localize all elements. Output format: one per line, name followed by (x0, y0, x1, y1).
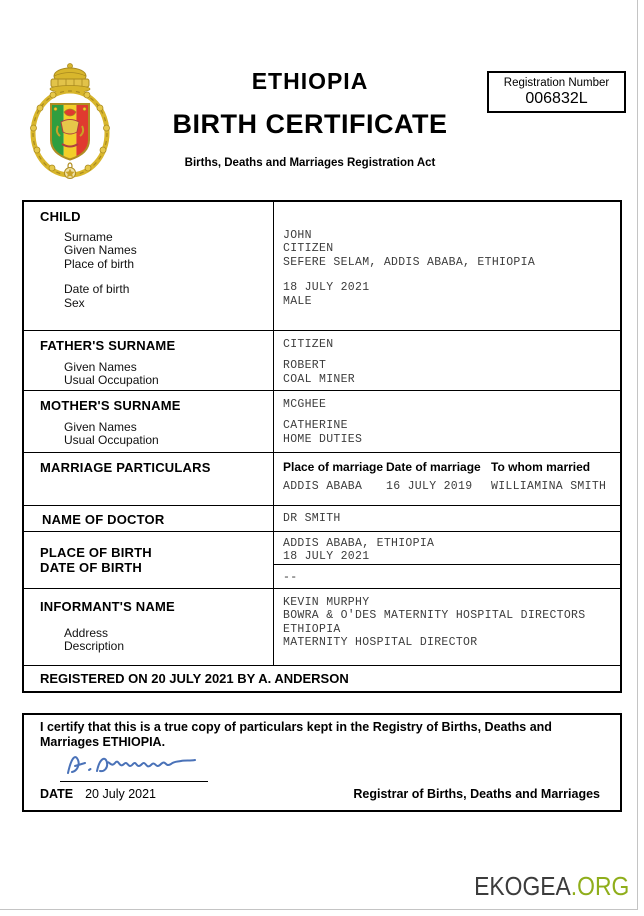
mother-given-value: CATHERINE (283, 419, 348, 433)
mother-values (274, 391, 620, 452)
marriage-place-value: ADDIS ABABA (283, 480, 363, 493)
marriage-place-label: Place of marriage (283, 460, 384, 474)
child-row (24, 202, 620, 330)
child-surname-value: JOHN (283, 229, 312, 242)
father-row (24, 330, 620, 390)
registered-row (24, 665, 620, 691)
child-sex-value: MALE (283, 294, 312, 308)
brand-name: EKOGEA (473, 871, 571, 901)
father-occupation-value: COAL MINER (283, 372, 356, 386)
informant-address-label: Address (64, 626, 109, 640)
child-place-value: SEFERE SELAM, ADDIS ABABA, ETHIOPIA (283, 255, 536, 269)
mother-occupation-label: Usual Occupation (64, 433, 159, 448)
informant-address-value: ETHIOPIA (283, 622, 341, 636)
child-dob-label: Date of birth (64, 282, 130, 297)
father-section-title: FATHER'S SURNAME (40, 338, 176, 353)
mother-surname-value: MCGHEE (283, 398, 327, 411)
doctor-row (24, 505, 620, 531)
certificate-table (22, 200, 622, 693)
registration-number-value: 006832L (525, 90, 588, 107)
informant-description-value: MATERNITY HOSPITAL DIRECTOR (283, 636, 478, 650)
birth-place-value: ADDIS ABABA, ETHIOPIA (283, 537, 435, 550)
child-given-label: Given Names (64, 243, 137, 258)
mother-given-label: Given Names (64, 420, 137, 434)
child-section-title: CHILD (40, 209, 81, 224)
certification-box (22, 713, 622, 812)
marriage-date-value: 16 JULY 2019 (386, 480, 473, 493)
country-title: ETHIOPIA (251, 68, 369, 94)
birth-place-title: PLACE OF BIRTH (40, 545, 152, 560)
father-surname-value: CITIZEN (283, 338, 334, 351)
informant-description-label: Description (64, 639, 125, 654)
child-surname-label: Surname (64, 230, 113, 244)
doctor-section-title: NAME OF DOCTOR (42, 512, 165, 527)
child-labels (24, 202, 274, 330)
marriage-towhom-label: To whom married (491, 460, 591, 474)
marriage-towhom-value: WILLIAMINA SMITH (491, 480, 607, 493)
informant-section-title: INFORMANT'S NAME (40, 599, 175, 614)
child-dob-value: 18 JULY 2021 (283, 281, 370, 295)
marriage-values (274, 453, 620, 505)
birth-date-value: 18 JULY 2021 (283, 550, 370, 564)
birth-values (274, 532, 620, 588)
informant-labels (24, 589, 274, 665)
brand-logo (474, 871, 629, 902)
birth-extra-value: -- (283, 571, 298, 584)
birth-labels (24, 532, 274, 588)
child-values (274, 202, 620, 330)
act-subtitle: Births, Deaths and Marriages Registration Act (184, 157, 436, 169)
doctor-values (274, 506, 620, 531)
registration-number-box (487, 71, 626, 113)
mother-labels (24, 391, 274, 452)
certificate-title: BIRTH CERTIFICATE (172, 109, 448, 139)
doctor-labels (24, 506, 274, 531)
mother-section-title: MOTHER'S SURNAME (40, 398, 181, 413)
date-value: 20 July 2021 (85, 787, 156, 801)
ethiopia-coat-of-arms-icon (28, 62, 112, 180)
father-occupation-label: Usual Occupation (64, 373, 159, 388)
registrar-signature-name (24, 715, 25, 716)
father-given-value: ROBERT (283, 359, 327, 373)
registered-statement: REGISTERED ON 20 JULY 2021 BY A. ANDERSON (40, 671, 349, 686)
child-given-value: CITIZEN (283, 242, 334, 256)
registrar-signature (62, 748, 212, 780)
doctor-name-value: DR SMITH (283, 512, 341, 525)
signature-line (60, 781, 208, 782)
header-titles (115, 68, 505, 169)
father-values (274, 331, 620, 390)
child-place-label: Place of birth (64, 256, 135, 271)
birth-row (24, 531, 620, 588)
father-given-label: Given Names (64, 360, 137, 374)
informant-row (24, 588, 620, 665)
marriage-labels (24, 453, 274, 505)
informant-name-value: KEVIN MURPHY (283, 596, 370, 609)
marriage-date-label: Date of marriage (386, 460, 481, 474)
informant-name2-value: BOWRA & O'DES MATERNITY HOSPITAL DIRECTORS (283, 609, 586, 623)
brand-suffix: .ORG (570, 871, 629, 901)
date-label: DATE (40, 787, 74, 801)
mother-row (24, 390, 620, 452)
marriage-section-title: MARRIAGE PARTICULARS (40, 460, 211, 475)
birth-date-title: DATE OF BIRTH (40, 560, 143, 575)
child-sex-label: Sex (64, 295, 85, 310)
father-labels (24, 331, 274, 390)
mother-occupation-value: HOME DUTIES (283, 432, 363, 446)
informant-values (274, 589, 620, 665)
registrar-title: Registrar of Births, Deaths and Marriages (353, 787, 600, 801)
registration-number-label: Registration Number (503, 77, 610, 89)
certification-statement: I certify that this is a true copy of particulars kept in the Registry of Births, Deaths and Marriages ETHIOPIA. (40, 720, 552, 749)
marriage-row (24, 452, 620, 505)
